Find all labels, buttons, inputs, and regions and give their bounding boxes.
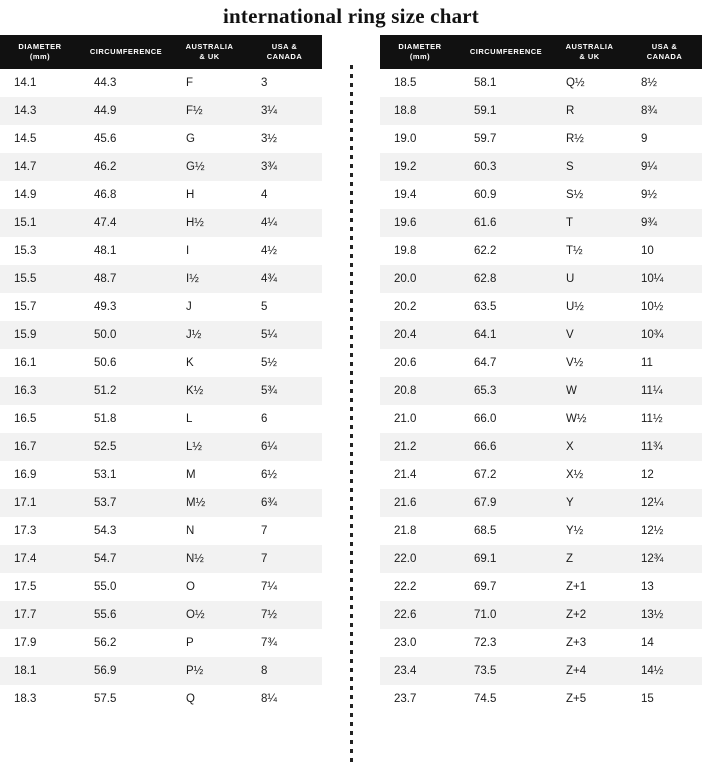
table-cell: 7¼ <box>261 581 277 593</box>
table-cell: 8¼ <box>261 693 277 705</box>
page-title: international ring size chart <box>222 4 480 28</box>
table-cell: 14.9 <box>14 189 37 201</box>
table-cell: 51.2 <box>94 385 117 397</box>
table-cell: 15.9 <box>14 329 37 341</box>
table-cell: Y <box>566 497 574 509</box>
table-cell: 15 <box>641 693 654 705</box>
table-cell: 18.1 <box>14 665 37 677</box>
table-cell: O <box>186 581 195 593</box>
table-cell: 69.1 <box>474 553 497 565</box>
table-cell: X½ <box>566 469 584 481</box>
table-row <box>0 265 322 293</box>
table-row <box>380 69 702 97</box>
table-cell: 16.9 <box>14 469 37 481</box>
table-cell: 50.6 <box>94 357 117 369</box>
header-circumference <box>460 35 552 69</box>
table-cell: J½ <box>186 329 202 341</box>
right-size-table <box>380 35 702 713</box>
table-cell: 4 <box>261 189 268 201</box>
table-row <box>380 685 702 713</box>
table-cell: 51.8 <box>94 413 117 425</box>
header-diameter <box>380 35 460 69</box>
left-table-head <box>0 35 322 69</box>
table-cell: 57.5 <box>94 693 117 705</box>
table-row <box>0 153 322 181</box>
table-row <box>0 293 322 321</box>
table-cell: 72.3 <box>474 637 497 649</box>
table-row <box>0 181 322 209</box>
table-cell: Q½ <box>566 77 585 89</box>
table-cell: 3¾ <box>261 161 277 173</box>
table-cell: 44.3 <box>94 77 117 89</box>
table-cell: Z <box>566 553 574 565</box>
table-cell: 10½ <box>641 301 664 313</box>
table-cell: J <box>186 301 192 313</box>
table-cell: F <box>186 77 194 89</box>
table-cell: 58.1 <box>474 77 497 89</box>
table-cell: 64.7 <box>474 357 497 369</box>
table-cell: 20.2 <box>394 301 417 313</box>
table-cell: 21.8 <box>394 525 417 537</box>
header-diameter-sub: (mm) <box>29 52 51 61</box>
table-cell: 56.2 <box>94 637 117 649</box>
table-cell: 17.9 <box>14 637 37 649</box>
table-row <box>0 321 322 349</box>
table-cell: 52.5 <box>94 441 117 453</box>
table-cell: 16.5 <box>14 413 37 425</box>
table-cell: 20.8 <box>394 385 417 397</box>
table-cell: 11¼ <box>641 385 663 397</box>
table-row <box>380 153 702 181</box>
header-australia-label: AUSTRALIA <box>565 42 614 52</box>
table-row <box>0 489 322 517</box>
table-cell: 60.9 <box>474 189 497 201</box>
header-circumference <box>80 35 172 69</box>
table-cell: V½ <box>566 357 584 369</box>
table-cell: 8¾ <box>641 105 657 117</box>
table-cell: 17.3 <box>14 525 37 537</box>
table-cell: 59.1 <box>474 105 497 117</box>
table-row <box>380 209 702 237</box>
table-cell: 18.8 <box>394 105 417 117</box>
header-usa-canada <box>247 35 322 69</box>
header-australia-uk <box>172 35 247 69</box>
table-cell: 23.0 <box>394 637 417 649</box>
table-row <box>0 573 322 601</box>
table-cell: 15.3 <box>14 245 37 257</box>
table-cell: 12½ <box>641 525 664 537</box>
table-cell: 18.5 <box>394 77 417 89</box>
table-cell: 19.8 <box>394 245 417 257</box>
table-cell: P½ <box>186 665 204 677</box>
table-cell: 62.8 <box>474 273 497 285</box>
table-row <box>0 405 322 433</box>
table-cell: 65.3 <box>474 385 497 397</box>
table-row <box>380 125 702 153</box>
header-diameter-label: DIAMETER <box>18 42 62 52</box>
table-cell: I½ <box>186 273 199 285</box>
table-cell: R½ <box>566 133 584 145</box>
table-row <box>380 461 702 489</box>
vertical-dotted-divider <box>346 35 356 765</box>
table-cell: 19.2 <box>394 161 417 173</box>
table-cell: V <box>566 329 574 341</box>
table-cell: 14.3 <box>14 105 37 117</box>
table-cell: 5½ <box>261 357 277 369</box>
table-cell: 67.9 <box>474 497 497 509</box>
table-cell: 71.0 <box>474 609 497 621</box>
table-cell: P <box>186 637 194 649</box>
table-cell: 18.3 <box>14 693 37 705</box>
table-cell: 54.3 <box>94 525 117 537</box>
table-row <box>0 69 322 97</box>
table-row <box>0 97 322 125</box>
table-cell: 59.7 <box>474 133 497 145</box>
table-row <box>0 349 322 377</box>
table-cell: 20.4 <box>394 329 417 341</box>
table-row <box>0 629 322 657</box>
table-cell: 21.6 <box>394 497 417 509</box>
table-cell: 55.6 <box>94 609 117 621</box>
table-cell: Z+1 <box>566 581 587 593</box>
table-cell: K½ <box>186 385 204 397</box>
table-cell: 8 <box>261 665 268 677</box>
table-cell: 4½ <box>261 245 277 257</box>
table-cell: 5 <box>261 301 268 313</box>
table-cell: 23.7 <box>394 693 417 705</box>
table-cell: 6¼ <box>261 441 277 453</box>
table-cell: 22.6 <box>394 609 417 621</box>
table-cell: 63.5 <box>474 301 497 313</box>
table-cell: 67.2 <box>474 469 497 481</box>
table-row <box>380 657 702 685</box>
header-australia-sub: & UK <box>199 52 220 61</box>
table-cell: 16.1 <box>14 357 37 369</box>
table-cell: 11½ <box>641 413 663 425</box>
table-cell: F½ <box>186 105 203 117</box>
table-cell: Q <box>186 693 195 705</box>
table-cell: 54.7 <box>94 553 117 565</box>
table-cell: 64.1 <box>474 329 497 341</box>
table-row <box>0 657 322 685</box>
table-cell: 3¼ <box>261 105 277 117</box>
table-row <box>380 349 702 377</box>
table-cell: 20.0 <box>394 273 417 285</box>
table-cell: 23.4 <box>394 665 417 677</box>
table-cell: 7 <box>261 553 268 565</box>
table-cell: 12 <box>641 469 654 481</box>
table-cell: N <box>186 525 195 537</box>
table-cell: 60.3 <box>474 161 497 173</box>
table-cell: I <box>186 245 190 257</box>
table-cell: 9½ <box>641 189 657 201</box>
header-circumference-label: CIRCUMFERENCE <box>89 47 163 57</box>
table-cell: Y½ <box>566 525 584 537</box>
table-cell: 4¼ <box>261 217 277 229</box>
table-cell: 16.7 <box>14 441 37 453</box>
table-cell: 14½ <box>641 665 664 677</box>
table-cell: Z+2 <box>566 609 587 621</box>
table-cell: 3½ <box>261 133 277 145</box>
table-cell: 11¾ <box>641 441 663 453</box>
table-cell: H <box>186 189 195 201</box>
table-cell: 14.1 <box>14 77 37 89</box>
table-cell: Z+3 <box>566 637 587 649</box>
table-cell: 10¾ <box>641 329 664 341</box>
table-cell: 69.7 <box>474 581 497 593</box>
table-cell: 17.5 <box>14 581 37 593</box>
table-row <box>0 125 322 153</box>
table-row <box>380 181 702 209</box>
charts-container <box>0 35 702 765</box>
table-cell: 3 <box>261 77 268 89</box>
table-cell: M <box>186 469 196 481</box>
table-cell: 19.0 <box>394 133 417 145</box>
table-cell: 46.2 <box>94 161 117 173</box>
table-row <box>380 97 702 125</box>
table-cell: 61.6 <box>474 217 497 229</box>
table-cell: K <box>186 357 194 369</box>
table-cell: 66.6 <box>474 441 497 453</box>
table-cell: 47.4 <box>94 217 117 229</box>
header-diameter-sub: (mm) <box>409 52 431 61</box>
table-cell: 9¼ <box>641 161 657 173</box>
table-row <box>0 433 322 461</box>
table-cell: 53.7 <box>94 497 117 509</box>
table-row <box>0 377 322 405</box>
table-cell: 22.0 <box>394 553 417 565</box>
table-cell: 5¼ <box>261 329 277 341</box>
table-cell: 17.7 <box>14 609 37 621</box>
table-cell: G <box>186 133 195 145</box>
table-cell: T <box>566 217 574 229</box>
table-cell: W½ <box>566 413 587 425</box>
table-row <box>380 433 702 461</box>
table-cell: 17.4 <box>14 553 37 565</box>
right-table-body <box>380 69 702 713</box>
table-cell: 20.6 <box>394 357 417 369</box>
table-row <box>380 545 702 573</box>
header-australia-sub: & UK <box>579 52 600 61</box>
header-diameter-label: DIAMETER <box>398 42 442 52</box>
header-usa-sub: CANADA <box>266 52 303 61</box>
table-cell: 17.1 <box>14 497 37 509</box>
table-cell: 49.3 <box>94 301 117 313</box>
table-cell: L <box>186 413 193 425</box>
table-cell: 46.8 <box>94 189 117 201</box>
table-cell: 9 <box>641 133 648 145</box>
table-cell: T½ <box>566 245 583 257</box>
table-cell: 16.3 <box>14 385 37 397</box>
header-usa-label: USA & <box>651 42 678 52</box>
table-cell: S <box>566 161 574 173</box>
table-cell: O½ <box>186 609 205 621</box>
table-cell: W <box>566 385 577 397</box>
table-cell: U½ <box>566 301 584 313</box>
left-size-table <box>0 35 322 713</box>
right-table-head <box>380 35 702 69</box>
table-row <box>380 237 702 265</box>
table-cell: 15.5 <box>14 273 37 285</box>
table-cell: 15.1 <box>14 217 37 229</box>
table-cell: Z+5 <box>566 693 587 705</box>
table-cell: 50.0 <box>94 329 117 341</box>
table-row <box>0 685 322 713</box>
table-cell: S½ <box>566 189 584 201</box>
table-cell: R <box>566 105 575 117</box>
table-cell: 13 <box>641 581 654 593</box>
header-row <box>0 35 322 69</box>
dotted-line <box>350 65 353 765</box>
right-chart-wrap <box>380 35 702 713</box>
table-cell: 62.2 <box>474 245 497 257</box>
table-cell: 14.5 <box>14 133 37 145</box>
table-cell: 21.4 <box>394 469 417 481</box>
table-cell: 8½ <box>641 77 657 89</box>
table-row <box>0 237 322 265</box>
table-cell: 6 <box>261 413 268 425</box>
table-cell: 56.9 <box>94 665 117 677</box>
table-row <box>0 545 322 573</box>
table-row <box>0 517 322 545</box>
table-cell: 7¾ <box>261 637 277 649</box>
table-cell: 6¾ <box>261 497 277 509</box>
header-row <box>380 35 702 69</box>
table-cell: 4¾ <box>261 273 277 285</box>
table-cell: U <box>566 273 575 285</box>
table-row <box>380 517 702 545</box>
table-row <box>380 321 702 349</box>
header-usa-canada <box>627 35 702 69</box>
table-cell: 12¾ <box>641 553 664 565</box>
table-cell: 7½ <box>261 609 277 621</box>
table-row <box>380 489 702 517</box>
table-cell: G½ <box>186 161 205 173</box>
table-row <box>380 405 702 433</box>
table-cell: Z+4 <box>566 665 587 677</box>
header-usa-label: USA & <box>271 42 298 52</box>
table-cell: N½ <box>186 553 204 565</box>
table-cell: 6½ <box>261 469 277 481</box>
table-cell: 19.6 <box>394 217 417 229</box>
table-cell: 68.5 <box>474 525 497 537</box>
table-row <box>380 293 702 321</box>
left-table-body <box>0 69 322 713</box>
table-row <box>0 209 322 237</box>
header-usa-sub: CANADA <box>646 52 683 61</box>
table-row <box>380 629 702 657</box>
table-row <box>0 601 322 629</box>
table-cell: 55.0 <box>94 581 117 593</box>
table-row <box>380 265 702 293</box>
table-cell: X <box>566 441 574 453</box>
table-cell: 10¼ <box>641 273 664 285</box>
table-cell: 45.6 <box>94 133 117 145</box>
table-cell: 53.1 <box>94 469 117 481</box>
table-cell: 12¼ <box>641 497 664 509</box>
table-row <box>380 573 702 601</box>
table-cell: 19.4 <box>394 189 417 201</box>
table-cell: 66.0 <box>474 413 497 425</box>
table-cell: 7 <box>261 525 268 537</box>
header-australia-label: AUSTRALIA <box>185 42 234 52</box>
table-cell: 9¾ <box>641 217 657 229</box>
table-row <box>0 461 322 489</box>
table-cell: 74.5 <box>474 693 497 705</box>
table-cell: 15.7 <box>14 301 37 313</box>
table-cell: L½ <box>186 441 202 453</box>
left-chart-wrap <box>0 35 322 713</box>
table-cell: 48.1 <box>94 245 117 257</box>
table-cell: 11 <box>641 357 653 369</box>
table-cell: 21.0 <box>394 413 417 425</box>
header-diameter <box>0 35 80 69</box>
table-cell: 48.7 <box>94 273 117 285</box>
table-cell: 21.2 <box>394 441 417 453</box>
table-cell: 73.5 <box>474 665 497 677</box>
table-cell: 10 <box>641 245 654 257</box>
table-cell: 14.7 <box>14 161 37 173</box>
table-row <box>380 601 702 629</box>
table-cell: 22.2 <box>394 581 417 593</box>
table-cell: M½ <box>186 497 206 509</box>
table-cell: 14 <box>641 637 654 649</box>
table-cell: 13½ <box>641 609 664 621</box>
table-cell: 44.9 <box>94 105 117 117</box>
table-cell: H½ <box>186 217 204 229</box>
header-circumference-label: CIRCUMFERENCE <box>469 47 543 57</box>
header-australia-uk <box>552 35 627 69</box>
table-cell: 5¾ <box>261 385 277 397</box>
table-row <box>380 377 702 405</box>
